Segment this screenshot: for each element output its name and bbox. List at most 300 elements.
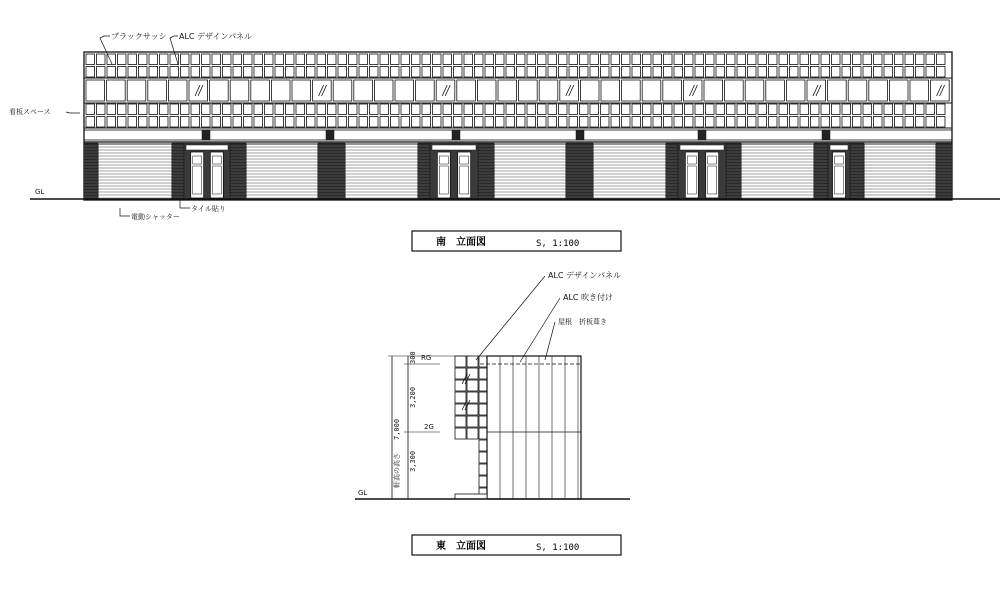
window-pane: [842, 54, 851, 65]
east-alc-spray-label: ALC 吹き付け: [563, 293, 614, 302]
window-pane: [821, 54, 830, 65]
window-pane: [202, 67, 211, 78]
window-pane: [821, 104, 830, 115]
window-pane: [307, 54, 316, 65]
window-pane: [569, 104, 578, 115]
window-pane: [506, 117, 515, 128]
window-pane: [842, 117, 851, 128]
window-pane: [590, 54, 599, 65]
sign-space-label: 看板スペース: [9, 108, 51, 116]
window-pane: [479, 476, 487, 487]
window-pane: [244, 104, 253, 115]
window-pane: [916, 54, 925, 65]
window-pane: [338, 117, 347, 128]
window-pane: [401, 117, 410, 128]
window-pane: [601, 54, 610, 65]
window-pane: [674, 117, 683, 128]
window-pane: [223, 67, 232, 78]
window-pane: [905, 54, 914, 65]
window-pane: [611, 117, 620, 128]
window-pane: [485, 117, 494, 128]
window-pane: [265, 67, 274, 78]
shutter: [593, 144, 666, 199]
window-pane: [748, 54, 757, 65]
alc-panel-label: ALC デザインパネル: [179, 32, 252, 41]
window-pane: [590, 117, 599, 128]
window-pane: [464, 67, 473, 78]
wall-panel: [766, 80, 785, 101]
south-scale: S, 1:100: [536, 239, 580, 249]
wall-panel: [725, 80, 744, 101]
wall-panel: [848, 80, 867, 101]
wall-panel: [168, 80, 187, 101]
window-pane: [863, 104, 872, 115]
window-pane: [790, 54, 799, 65]
window-pane: [317, 54, 326, 65]
window-pane: [370, 104, 379, 115]
window-pane: [821, 67, 830, 78]
second-floor-label: 2G: [424, 423, 434, 431]
window-pane: [475, 104, 484, 115]
window-pane: [107, 104, 116, 115]
window-pane: [455, 428, 466, 439]
window-pane: [559, 117, 568, 128]
wall-panel: [807, 80, 826, 101]
window-pane: [653, 104, 662, 115]
alc-panel-joints: [500, 356, 578, 499]
window-pane: [454, 67, 463, 78]
canopy: [680, 145, 724, 150]
window-pane: [467, 404, 478, 415]
window-pane: [706, 104, 715, 115]
window-pane: [479, 404, 487, 415]
window-pane: [905, 117, 914, 128]
wall-panel: [210, 80, 229, 101]
window-pane: [485, 54, 494, 65]
window-pane: [443, 104, 452, 115]
sign-box: [202, 130, 210, 140]
window-pane: [895, 104, 904, 115]
window-pane: [455, 416, 466, 427]
window-pane: [107, 67, 116, 78]
window-pane: [181, 67, 190, 78]
window-pane: [769, 67, 778, 78]
window-pane: [716, 54, 725, 65]
window-pane: [863, 67, 872, 78]
window-pane: [170, 67, 179, 78]
window-pane: [580, 67, 589, 78]
window-pane: [160, 67, 169, 78]
window-pane: [517, 67, 526, 78]
window-pane: [643, 117, 652, 128]
window-pane: [317, 117, 326, 128]
window-pane: [601, 67, 610, 78]
window-pane: [811, 117, 820, 128]
window-pane: [905, 67, 914, 78]
window-pane: [517, 104, 526, 115]
wall-panel: [416, 80, 435, 101]
window-pane: [706, 117, 715, 128]
window-pane: [580, 54, 589, 65]
window-pane: [359, 117, 368, 128]
window-pane: [790, 117, 799, 128]
window-pane: [727, 67, 736, 78]
window-pane: [853, 54, 862, 65]
window-pane: [128, 117, 137, 128]
window-pane: [496, 54, 505, 65]
wall-panel: [663, 80, 682, 101]
window-pane: [496, 67, 505, 78]
wall-panel: [477, 80, 496, 101]
window-pane: [800, 104, 809, 115]
window-pane: [254, 67, 263, 78]
window-pane: [695, 117, 704, 128]
window-pane: [479, 356, 487, 367]
window-pane: [149, 117, 158, 128]
window-pane: [475, 67, 484, 78]
wall-panel: [271, 80, 290, 101]
window-pane: [538, 117, 547, 128]
wall-panel: [869, 80, 888, 101]
window-pane: [265, 54, 274, 65]
window-pane: [643, 67, 652, 78]
window-pane: [233, 54, 242, 65]
wall-panel: [395, 80, 414, 101]
south-elevation: [30, 52, 1000, 200]
window-pane: [622, 104, 631, 115]
window-pane: [601, 117, 610, 128]
window-pane: [685, 117, 694, 128]
window-pane: [338, 104, 347, 115]
tile-pier: [418, 143, 430, 199]
window-pane: [380, 117, 389, 128]
window-pane: [454, 54, 463, 65]
window-pane: [443, 117, 452, 128]
window-pane: [307, 67, 316, 78]
sign-box: [576, 130, 584, 140]
window-pane: [328, 104, 337, 115]
window-pane: [422, 117, 431, 128]
window-pane: [937, 104, 946, 115]
wall-panel: [560, 80, 579, 101]
window-pane: [191, 117, 200, 128]
window-pane: [769, 117, 778, 128]
window-pane: [580, 117, 589, 128]
window-pane: [485, 67, 494, 78]
window-pane: [622, 67, 631, 78]
window-pane: [800, 117, 809, 128]
wall-panel: [519, 80, 538, 101]
window-pane: [181, 117, 190, 128]
window-pane: [548, 117, 557, 128]
window-pane: [479, 416, 487, 427]
window-pane: [905, 104, 914, 115]
wall-panel: [889, 80, 908, 101]
window-pane: [559, 54, 568, 65]
canopy: [830, 145, 848, 150]
window-pane: [359, 104, 368, 115]
window-pane: [895, 67, 904, 78]
wall-panel: [622, 80, 641, 101]
window-pane: [380, 104, 389, 115]
window-pane: [433, 67, 442, 78]
shutter-label: 電動シャッター: [131, 213, 180, 221]
window-pane: [758, 104, 767, 115]
window-pane: [118, 54, 127, 65]
wall-panel: [786, 80, 805, 101]
window-pane: [307, 104, 316, 115]
window-pane: [479, 392, 487, 403]
window-pane: [128, 104, 137, 115]
window-pane: [160, 54, 169, 65]
window-pane: [223, 54, 232, 65]
wall-panel: [230, 80, 249, 101]
window-pane: [622, 54, 631, 65]
window-pane: [758, 54, 767, 65]
window-pane: [674, 67, 683, 78]
window-pane: [233, 104, 242, 115]
window-pane: [475, 54, 484, 65]
eaves-height-label: 軒高の高さ: [393, 453, 401, 488]
window-pane: [202, 104, 211, 115]
shutter: [741, 144, 814, 199]
window-pane: [149, 54, 158, 65]
window-pane: [433, 54, 442, 65]
window-pane: [884, 54, 893, 65]
window-pane: [632, 104, 641, 115]
window-pane: [769, 54, 778, 65]
sign-box: [698, 130, 706, 140]
window-pane: [737, 104, 746, 115]
window-pane: [467, 380, 478, 391]
window-pane: [685, 54, 694, 65]
window-pane: [191, 67, 200, 78]
window-pane: [422, 104, 431, 115]
window-pane: [832, 67, 841, 78]
window-pane: [464, 104, 473, 115]
tile-pier: [726, 143, 741, 199]
window-pane: [380, 54, 389, 65]
window-pane: [170, 104, 179, 115]
window-pane: [664, 117, 673, 128]
wall-panel: [457, 80, 476, 101]
wall-panel: [292, 80, 311, 101]
window-pane: [328, 54, 337, 65]
design-mark: [689, 85, 697, 96]
window-pane: [527, 117, 536, 128]
tile-pier: [172, 143, 184, 199]
base-step: [455, 494, 487, 499]
window-pane: [779, 67, 788, 78]
window-pane: [748, 117, 757, 128]
shutter: [246, 144, 318, 199]
window-pane: [202, 117, 211, 128]
canopy: [186, 145, 228, 150]
window-pane: [527, 67, 536, 78]
window-pane: [118, 117, 127, 128]
sash-label: ブラックサッシ: [111, 32, 167, 41]
window-pane: [695, 104, 704, 115]
window-pane: [412, 67, 421, 78]
window-pane: [853, 104, 862, 115]
tile-pier: [936, 143, 952, 199]
window-pane: [937, 54, 946, 65]
design-mark: [442, 85, 450, 96]
east-alc-panel-label: ALC デザインパネル: [548, 271, 621, 280]
window-pane: [884, 117, 893, 128]
window-pane: [338, 67, 347, 78]
window-pane: [265, 117, 274, 128]
window-pane: [422, 54, 431, 65]
window-pane: [149, 104, 158, 115]
window-pane: [454, 104, 463, 115]
window-pane: [401, 67, 410, 78]
window-pane: [674, 54, 683, 65]
shutter: [98, 144, 172, 199]
window-pane: [433, 104, 442, 115]
window-pane: [916, 67, 925, 78]
south-title: 南 立面図: [436, 237, 486, 248]
window-pane: [758, 117, 767, 128]
window-pane: [467, 392, 478, 403]
window-pane: [479, 440, 487, 451]
window-pane: [97, 67, 106, 78]
wall-panel: [745, 80, 764, 101]
window-pane: [191, 54, 200, 65]
window-pane: [391, 54, 400, 65]
window-pane: [97, 54, 106, 65]
window-pane: [811, 104, 820, 115]
window-pane: [479, 380, 487, 391]
window-pane: [590, 104, 599, 115]
tile-pier: [478, 143, 494, 199]
window-pane: [874, 117, 883, 128]
window-pane: [464, 117, 473, 128]
window-pane: [779, 54, 788, 65]
wall-panel: [189, 80, 208, 101]
window-pane: [401, 54, 410, 65]
window-pane: [433, 117, 442, 128]
window-pane: [349, 54, 358, 65]
window-pane: [86, 117, 95, 128]
window-pane: [653, 67, 662, 78]
window-pane: [349, 67, 358, 78]
shutter: [494, 144, 566, 199]
sign-box: [822, 130, 830, 140]
window-pane: [455, 392, 466, 403]
window-pane: [86, 54, 95, 65]
window-pane: [370, 117, 379, 128]
window-pane: [212, 54, 221, 65]
window-pane: [590, 67, 599, 78]
window-pane: [496, 117, 505, 128]
window-pane: [569, 117, 578, 128]
window-pane: [538, 54, 547, 65]
window-pane: [328, 117, 337, 128]
window-pane: [160, 104, 169, 115]
dim-total: 7,000: [393, 418, 401, 440]
window-pane: [401, 104, 410, 115]
window-pane: [479, 428, 487, 439]
window-pane: [467, 356, 478, 367]
window-pane: [496, 104, 505, 115]
wall-panel: [86, 80, 105, 101]
window-pane: [853, 117, 862, 128]
mid-panel-row: [86, 80, 949, 101]
window-pane: [706, 54, 715, 65]
window-pane: [139, 117, 148, 128]
window-pane: [275, 54, 284, 65]
window-pane: [632, 54, 641, 65]
window-pane: [664, 67, 673, 78]
window-pane: [517, 117, 526, 128]
window-pane: [191, 104, 200, 115]
dim-upper: 3,200: [409, 386, 417, 408]
window-pane: [475, 117, 484, 128]
window-pane: [454, 117, 463, 128]
window-pane: [559, 67, 568, 78]
canopy: [432, 145, 476, 150]
window-pane: [769, 104, 778, 115]
window-pane: [455, 368, 466, 379]
window-pane: [296, 117, 305, 128]
window-pane: [779, 104, 788, 115]
wall-panel: [333, 80, 352, 101]
window-pane: [443, 54, 452, 65]
window-pane: [107, 117, 116, 128]
wall-panel: [498, 80, 517, 101]
window-pane: [275, 104, 284, 115]
window-pane: [296, 104, 305, 115]
wall-panel: [313, 80, 332, 101]
window-pane: [716, 104, 725, 115]
window-pane: [832, 104, 841, 115]
window-pane: [559, 104, 568, 115]
window-pane: [916, 117, 925, 128]
window-pane: [467, 416, 478, 427]
window-pane: [118, 67, 127, 78]
window-pane: [874, 104, 883, 115]
window-pane: [349, 117, 358, 128]
wall-panel: [642, 80, 661, 101]
window-pane: [479, 368, 487, 379]
window-pane: [391, 104, 400, 115]
window-pane: [790, 104, 799, 115]
window-pane: [464, 54, 473, 65]
window-pane: [842, 67, 851, 78]
window-pane: [926, 54, 935, 65]
window-pane: [643, 54, 652, 65]
dim-lower: 3,300: [409, 450, 417, 472]
window-pane: [160, 117, 169, 128]
window-pane: [139, 67, 148, 78]
window-pane: [706, 67, 715, 78]
tile-pier: [814, 143, 828, 199]
window-pane: [832, 117, 841, 128]
window-pane: [223, 117, 232, 128]
window-pane: [412, 117, 421, 128]
window-pane: [737, 54, 746, 65]
window-pane: [139, 104, 148, 115]
window-pane: [601, 104, 610, 115]
window-pane: [653, 117, 662, 128]
window-pane: [118, 104, 127, 115]
shutter: [864, 144, 936, 199]
window-pane: [212, 104, 221, 115]
window-pane: [265, 104, 274, 115]
window-pane: [506, 67, 515, 78]
window-pane: [233, 117, 242, 128]
